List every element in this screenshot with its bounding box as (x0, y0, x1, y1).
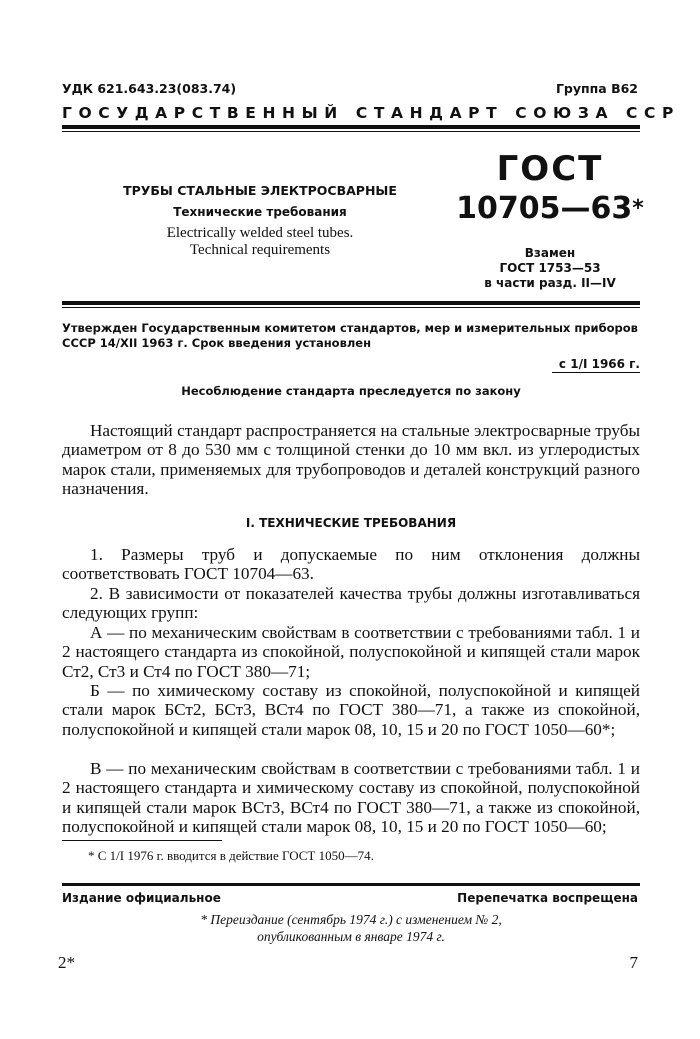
approval-statement: Утвержден Государственным комитетом стандартов, мер и измерительных приборов СССР 14/XII 1963 г. Срок введения установлен (62, 321, 638, 350)
gost-number (450, 192, 650, 226)
footnote: * С 1/I 1976 г. вводится в действие ГОСТ 1050—74. (88, 848, 374, 863)
state-standard-banner: ГОСУДАРСТВЕННЫЙ СТАНДАРТ СОЮЗА ССР (62, 104, 680, 122)
footnote-separator (62, 840, 222, 841)
title-rule-thin (62, 307, 640, 308)
header-rule-thick (62, 125, 640, 129)
gost-designation-block (450, 150, 650, 291)
violation-notice: Несоблюдение стандарта преследуется по закону (181, 384, 521, 398)
effective-date: с 1/I 1966 г. (558, 357, 640, 371)
replaces-block (450, 246, 650, 291)
title-en-2: Technical requirements (189, 242, 331, 258)
reprint-prohibited-label: Перепечатка воспрещена (457, 891, 638, 905)
replaces-standard: ГОСТ 1753—53 (499, 261, 601, 275)
gost-number-value: 10705—63 (456, 191, 633, 226)
effective-date-underline (552, 372, 640, 373)
title-ru: ТРУБЫ СТАЛЬНЫЕ ЭЛЕКТРОСВАРНЫЕ (123, 183, 397, 198)
replaces-scope: в части разд. II—IV (484, 276, 616, 290)
title-en-1: Electrically welded steel tubes. (166, 225, 354, 241)
document-title-block (120, 183, 400, 259)
header-rule-thin (62, 131, 640, 132)
page-number: 7 (629, 953, 638, 972)
group-code: Группа В62 (555, 81, 638, 96)
title-rule-thick (62, 301, 640, 305)
reissue-note-line-2: опубликованным в январе 1974 г. (257, 929, 445, 944)
clause-2: 2. В зависимости от показателей качества трубы должны изготавливаться следующих групп: (62, 584, 640, 623)
footer-rule (62, 883, 640, 886)
group-b-paragraph: Б — по химическому составу из спокойной, полуспокойной и кипящей стали марок БСт2, БСт3, ВСт4 по ГОСТ 380—71, а также из спокойной, полуспокойной и кипящей стали марок 08, 10, 15 и 20 по ГОСТ 1050—60*; (62, 681, 640, 739)
official-edition-label: Издание официальное (62, 891, 221, 905)
gost-label: ГОСТ (496, 149, 604, 189)
group-a-paragraph: А — по механическим свойствам в соответствии с требованиями табл. 1 и 2 настоящего стандарта из спокойной, полуспокойной и кипящей стали марок Ст2, Ст3 и Ст4 по ГОСТ 380—71; (62, 623, 640, 681)
replaces-label: Взамен (524, 246, 576, 260)
reissue-note-line-1: * Переиздание (сентябрь 1974 г.) с изменением № 2, (200, 912, 502, 927)
reissue-note (62, 911, 640, 945)
intro-paragraph: Настоящий стандарт распространяется на стальные электросварные трубы диаметром от 8 до 530 мм с толщиной стенки до 10 мм вкл. из углеродистых марок стали, применяемых для трубопроводов и деталей конструкций разного назначения. (62, 421, 640, 499)
udc-code: УДК 621.643.23(083.74) (62, 81, 237, 96)
signature-mark: 2* (58, 953, 75, 972)
subtitle-ru: Технические требования (173, 205, 347, 219)
group-v-paragraph: В — по механическим свойствам в соответствии с требованиями табл. 1 и 2 настоящего стандарта и химическому составу из спокойной, полуспокойной и кипящей стали марок ВСт3, ВСт4 по ГОСТ 380—71, а также из спокойной, полуспокойной и кипящей стали марок 08, 10, 15 и 20 по ГОСТ 1050—60; (62, 759, 640, 837)
clause-1: 1. Размеры труб и допускаемые по ним отклонения должны соответствовать ГОСТ 10704—63. (62, 545, 640, 584)
gost-number-star: * (632, 196, 644, 221)
section-heading: I. ТЕХНИЧЕСКИЕ ТРЕБОВАНИЯ (245, 516, 457, 530)
